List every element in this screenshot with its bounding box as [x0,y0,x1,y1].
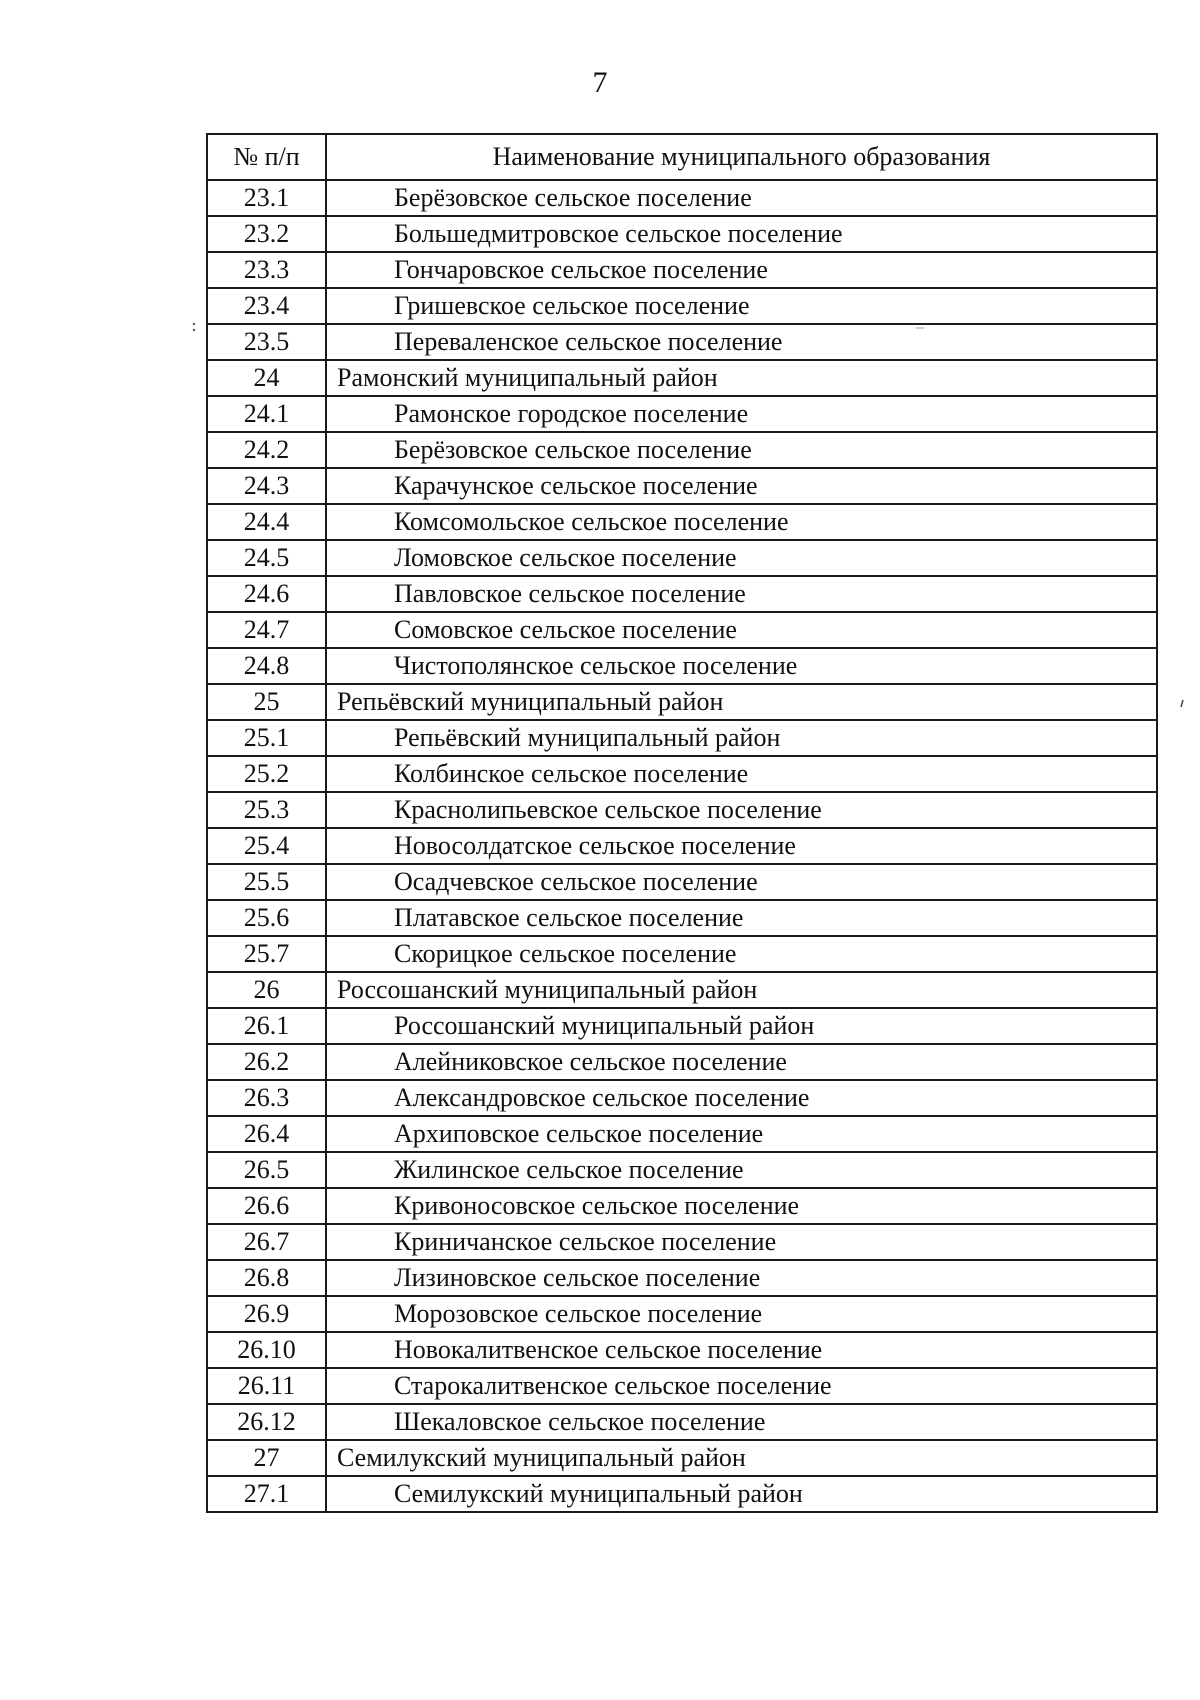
settlement-row [207,1476,1157,1512]
row-name: Сомовское сельское поселение [326,612,1157,648]
row-name: Платавское сельское поселение [326,900,1157,936]
row-number: 26.4 [207,1116,326,1152]
header-number: № п/п [207,134,326,180]
row-name: Репьёвский муниципальный район [326,720,1157,756]
settlement-row [207,1404,1157,1440]
row-number: 26.10 [207,1332,326,1368]
settlement-row [207,468,1157,504]
row-name: Александровское сельское поселение [326,1080,1157,1116]
row-number: 26.6 [207,1188,326,1224]
row-number: 25.7 [207,936,326,972]
row-number: 23.3 [207,252,326,288]
row-number: 26 [207,972,326,1008]
row-name: Большедмитровское сельское поселение [326,216,1157,252]
row-number: 25.5 [207,864,326,900]
settlement-row [207,936,1157,972]
settlement-row [207,828,1157,864]
settlement-row [207,792,1157,828]
row-name: Шекаловское сельское поселение [326,1404,1157,1440]
row-number: 25 [207,684,326,720]
row-name: Репьёвский муниципальный район [326,684,1157,720]
row-name: Архиповское сельское поселение [326,1116,1157,1152]
row-number: 25.1 [207,720,326,756]
row-name: Ломовское сельское поселение [326,540,1157,576]
row-number: 23.1 [207,180,326,216]
row-number: 24.8 [207,648,326,684]
row-name: Колбинское сельское поселение [326,756,1157,792]
settlement-row [207,1116,1157,1152]
settlement-row [207,180,1157,216]
row-name: Гончаровское сельское поселение [326,252,1157,288]
settlement-row [207,216,1157,252]
table-header-row [207,134,1157,180]
row-name: Алейниковское сельское поселение [326,1044,1157,1080]
row-number: 24 [207,360,326,396]
row-number: 27.1 [207,1476,326,1512]
settlement-row [207,396,1157,432]
settlement-row [207,1296,1157,1332]
row-number: 26.11 [207,1368,326,1404]
table-body [207,180,1157,1512]
settlement-row [207,720,1157,756]
district-row [207,1440,1157,1476]
row-number: 24.3 [207,468,326,504]
settlement-row [207,540,1157,576]
row-number: 27 [207,1440,326,1476]
district-row [207,360,1157,396]
row-number: 24.7 [207,612,326,648]
row-number: 26.12 [207,1404,326,1440]
row-name: Жилинское сельское поселение [326,1152,1157,1188]
row-name: Новокалитвенское сельское поселение [326,1332,1157,1368]
row-name: Кривоносовское сельское поселение [326,1188,1157,1224]
row-name: Гришевское сельское поселение [326,288,1157,324]
row-number: 23.4 [207,288,326,324]
row-name: Старокалитвенское сельское поселение [326,1368,1157,1404]
row-name: Павловское сельское поселение [326,576,1157,612]
row-name: Переваленское сельское поселение [326,324,1157,360]
row-name: Осадчевское сельское поселение [326,864,1157,900]
row-name: Карачунское сельское поселение [326,468,1157,504]
settlement-row [207,576,1157,612]
settlement-row [207,1044,1157,1080]
settlement-row [207,1152,1157,1188]
row-name: Комсомольское сельское поселение [326,504,1157,540]
settlement-row [207,1332,1157,1368]
settlement-row [207,648,1157,684]
row-name: Чистополянское сельское поселение [326,648,1157,684]
settlement-row [207,432,1157,468]
page-number: 7 [592,66,608,99]
row-number: 26.7 [207,1224,326,1260]
row-name: Россошанский муниципальный район [326,972,1157,1008]
row-number: 26.5 [207,1152,326,1188]
row-number: 23.5 [207,324,326,360]
settlement-row [207,864,1157,900]
row-number: 25.6 [207,900,326,936]
header-name: Наименование муниципального образования [326,134,1157,180]
row-number: 25.4 [207,828,326,864]
row-number: 24.2 [207,432,326,468]
row-name: Лизиновское сельское поселение [326,1260,1157,1296]
settlement-row [207,756,1157,792]
settlement-row [207,324,1157,360]
settlement-row [207,900,1157,936]
settlement-row [207,1368,1157,1404]
settlement-row [207,1224,1157,1260]
district-row [207,972,1157,1008]
row-number: 26.3 [207,1080,326,1116]
row-name: Семилукский муниципальный район [326,1440,1157,1476]
row-number: 23.2 [207,216,326,252]
row-number: 25.3 [207,792,326,828]
row-number: 26.8 [207,1260,326,1296]
row-number: 24.6 [207,576,326,612]
settlement-row [207,1260,1157,1296]
settlement-row [207,504,1157,540]
settlement-row [207,1188,1157,1224]
row-number: 26.2 [207,1044,326,1080]
row-name: Скорицкое сельское поселение [326,936,1157,972]
row-name: Морозовское сельское поселение [326,1296,1157,1332]
row-name: Краснолипьевское сельское поселение [326,792,1157,828]
row-name: Рамонское городское поселение [326,396,1157,432]
district-row [207,684,1157,720]
row-name: Берёзовское сельское поселение [326,180,1157,216]
row-number: 24.1 [207,396,326,432]
table-header [207,134,1157,180]
row-number: 26.1 [207,1008,326,1044]
settlement-row [207,1080,1157,1116]
row-name: Криничанское сельское поселение [326,1224,1157,1260]
row-name: Рамонский муниципальный район [326,360,1157,396]
row-name: Семилукский муниципальный район [326,1476,1157,1512]
settlement-row [207,252,1157,288]
row-number: 24.4 [207,504,326,540]
row-name: Берёзовское сельское поселение [326,432,1157,468]
row-number: 26.9 [207,1296,326,1332]
settlement-row [207,1008,1157,1044]
municipality-table [206,133,1158,1513]
row-name: Россошанский муниципальный район [326,1008,1157,1044]
settlement-row [207,288,1157,324]
row-name: Новосолдатское сельское поселение [326,828,1157,864]
settlement-row [207,612,1157,648]
row-number: 24.5 [207,540,326,576]
row-number: 25.2 [207,756,326,792]
